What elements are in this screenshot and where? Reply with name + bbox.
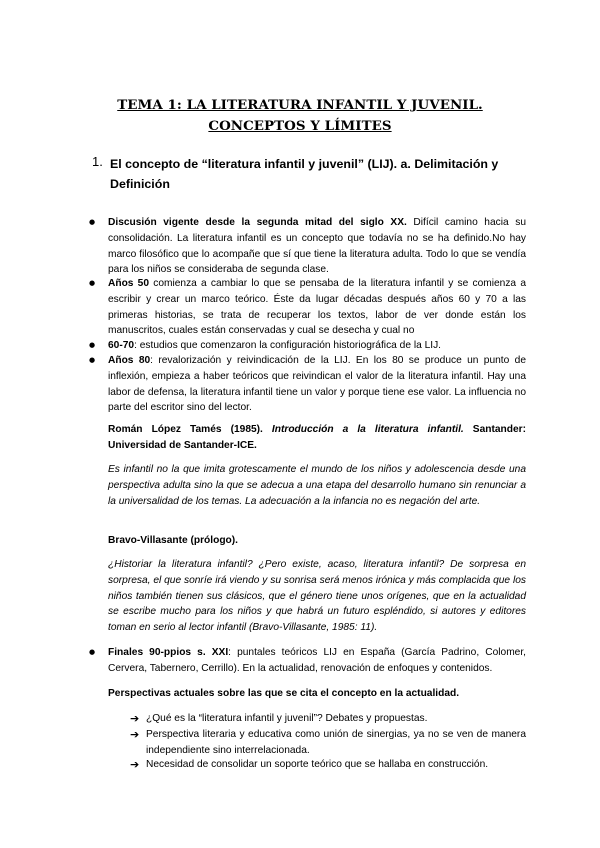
list-item-lead: Finales 90-ppios s. XXI	[108, 647, 229, 658]
quote-block: ¿Historiar la literatura infantil? ¿Pero existe, acaso, literatura infantil? De sorpresa en sorpresa, el que sonríe irá viendo y su sonrisa será menos irónica y más complacida que los niños también tienen sus clásicos, que el género tiene unos orígenes, que en la actualidad se escribe mucho para los niños y que habrá un futuro espléndido, si autores y editores toman en serio al lector infantil (Bravo-Villasante, 1985: 11).	[108, 559, 526, 634]
reference-book-title: Introducción a la literatura infantil.	[271, 424, 464, 435]
list-item-text: : revalorización y reivindicación de la LIJ. En los 80 se produce un punto de inflexión, empieza a haber teóricos que reivindican el valor de la literatura infantil. Hay una labor de defensa, la literatura infantil tiene un valor y porque tiene ese valor. La influencia no parte del escritor sino del lector.	[108, 355, 526, 414]
bullet-icon: ●	[89, 341, 96, 349]
reference-publisher: Santander: Universidad de Santander-ICE.	[108, 424, 526, 451]
list-item	[108, 645, 526, 677]
section-title: El concepto de “literatura infantil y juvenil” (LIJ). a. Delimitación y Definición	[110, 157, 499, 191]
reference-author: Bravo-Villasante (prólogo).	[108, 535, 239, 546]
list-item: Necesidad de consolidar un soporte teórico que se hallaba en construcción.	[146, 759, 489, 770]
list-item: Perspectiva literaria y educativa como unión de sinergias, ya no se ven de manera independiente sino interrelacionada.	[146, 729, 526, 756]
list-item	[108, 338, 526, 354]
list-item-lead: Discusión vigente desde la segunda mitad del siglo XX.	[108, 217, 407, 228]
arrow-right-icon: ➔	[130, 758, 140, 771]
bullet-icon: ●	[89, 279, 96, 287]
list-item	[108, 276, 526, 339]
list-item: ¿Qué es la “literatura infantil y juvenil”? Debates y propuestas.	[146, 713, 428, 724]
page-title: TEMA 1: LA LITERATURA INFANTIL Y JUVENIL. CONCEPTOS Y LÍMITES	[117, 97, 483, 134]
bullet-icon: ●	[89, 218, 96, 226]
perspectives-heading-text: Perspectivas actuales sobre las que se cita el concepto en la actualidad.	[108, 688, 460, 699]
reference-citation	[108, 533, 526, 549]
list-item-text: Difícil camino hacia su consolidación. La literatura infantil es un concepto que todavía no se ha definido.No hay marco filosófico que lo acompañe que sí que tiene la literatura adulta. Todo lo que se vendía para los niños se consideraba de segunda clase.	[108, 217, 526, 276]
bullet-icon: ●	[89, 648, 96, 656]
bullet-icon: ●	[89, 356, 96, 364]
reference-citation	[108, 422, 526, 454]
list-item-text: : estudios que comenzaron la configuración historiográfica de la LIJ.	[134, 340, 441, 351]
arrow-right-icon: ➔	[130, 728, 140, 741]
list-item-text: comienza a cambiar lo que se pensaba de la literatura infantil y se comienza a escribir y crear un marco teórico. Éste da lugar décadas después años 60 y 70 a las primeras historias, se trata de recuperar los textos, labor de ver donde están los manuscritos, cuales están conservadas y cual se desecha y cual no	[108, 278, 526, 337]
arrow-right-icon: ➔	[130, 712, 140, 725]
reference-author: Román López Tamés (1985).	[108, 424, 272, 435]
section-number: 1.	[92, 154, 103, 169]
list-item-lead: Años 50	[108, 278, 150, 289]
perspectives-heading	[108, 686, 526, 702]
list-item	[108, 353, 526, 416]
list-item-text: : puntales teóricos LIJ en España (García Padrino, Colomer, Cervera, Tabernero, Cerrillo). En la actualidad, renovación de enfoques y contenidos.	[108, 647, 527, 674]
list-item-lead: 60-70	[108, 340, 135, 351]
list-item-lead: Años 80	[108, 355, 151, 366]
list-item	[108, 215, 526, 278]
quote-block: Es infantil no la que imita grotescamente el mundo de los niños y adolescencia desde una perspectiva adulta sino la que se adecua a una etapa del desarrollo humano sin renunciar a la universalidad de los temas. La adecuación a la infancia no es negación del arte.	[108, 464, 526, 507]
